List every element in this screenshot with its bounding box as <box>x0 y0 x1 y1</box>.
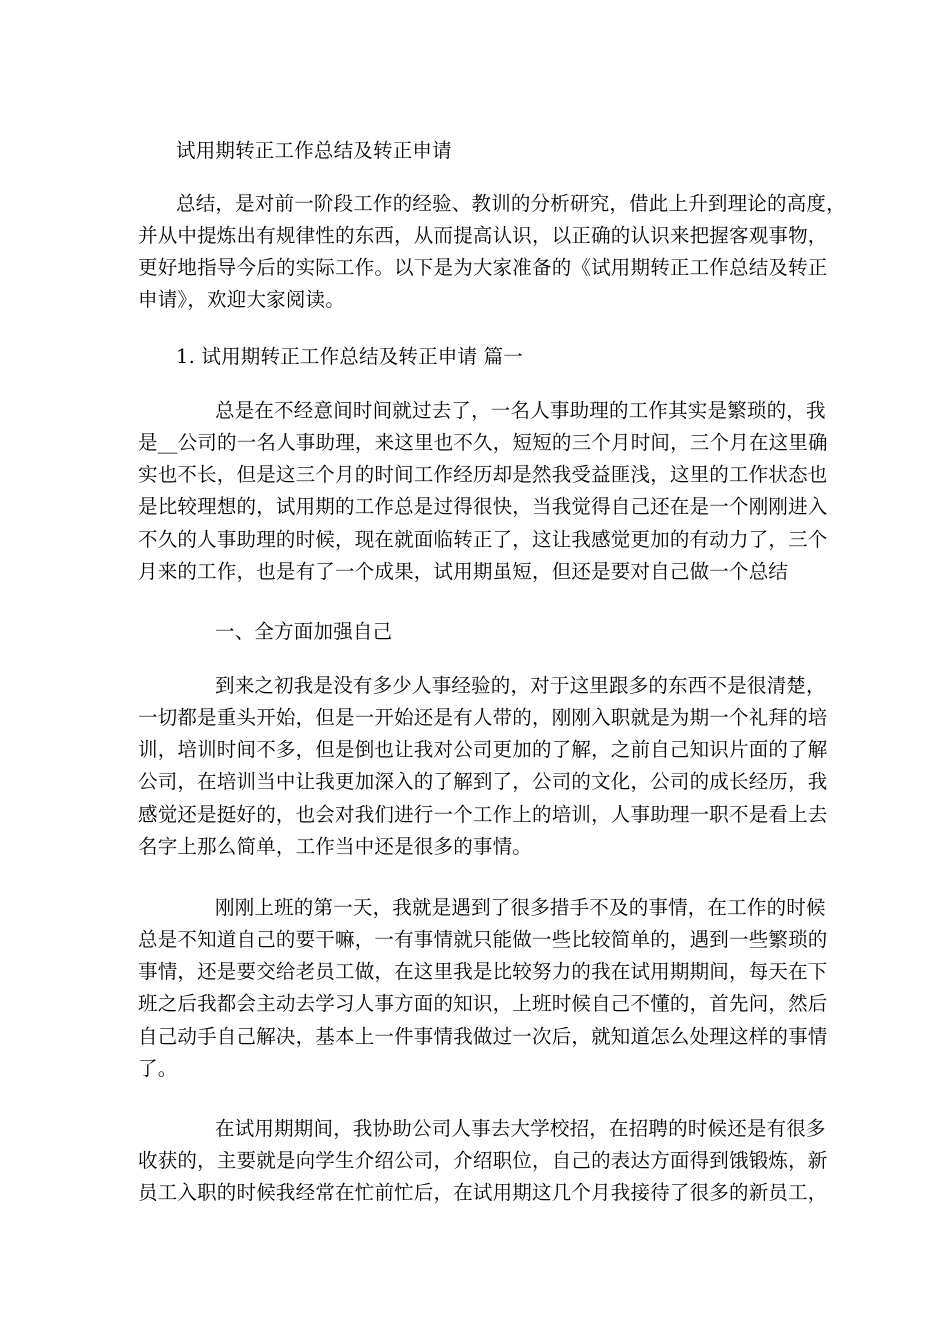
intro-paragraph-cont <box>138 220 828 317</box>
para4-line-3: 员工入职的时候我经常在忙前忙后，在试用期这几个月我接待了很多的新员工， <box>138 1181 828 1205</box>
intro-line-1: 总结，是对前一阶段工作的经验、教训的分析研究，借此上升到理论的高度， <box>176 192 846 215</box>
para1-line-3: 实也不长，但是这三个月的时间工作经历却是然我受益匪浅，这里的工作状态也 <box>138 463 828 487</box>
para3-line-2: 总是不知道自己的要干嘛，一有事情就只能做一些比较简单的，遇到一些繁琐的 <box>138 928 828 951</box>
subheading-line: 一、全方面加强自己 <box>215 620 393 643</box>
paragraph-2-cont <box>138 702 828 863</box>
para1-line-4: 是比较理想的，试用期的工作总是过得很快，当我觉得自己还在是一个刚刚进入 <box>138 495 828 519</box>
paragraph-1 <box>215 395 826 427</box>
para3-line-1: 刚刚上班的第一天，我就是遇到了很多措手不及的事情，在工作的时候 <box>215 896 826 919</box>
intro-line-3: 更好地指导今后的实际工作。以下是为大家准备的《试用期转正工作总结及转正 <box>138 256 828 280</box>
document-title <box>176 135 452 167</box>
para4-line-2: 收获的，主要就是向学生介绍公司，介绍职位，自己的表达方面得到饿锻炼，新 <box>138 1149 828 1172</box>
para1-line-5: 不久的人事助理的时候，现在就面临转正了，这让我感觉更加的有动力了，三个 <box>138 527 828 551</box>
subheading <box>215 616 392 648</box>
intro-paragraph <box>176 188 846 220</box>
section-heading <box>176 341 523 373</box>
para4-line-1: 在试用期期间，我协助公司人事去大学校招，在招聘的时候还是有很多 <box>215 1117 826 1140</box>
paragraph-4 <box>215 1113 826 1145</box>
para1-line-1: 总是在不经意间时间就过去了，一名人事助理的工作其实是繁琐的，我 <box>215 399 826 422</box>
para3-line-6: 了。 <box>138 1056 178 1080</box>
paragraph-1-cont <box>138 427 828 588</box>
paragraph-4-cont <box>138 1145 828 1209</box>
paragraph-3-cont <box>138 924 828 1085</box>
para2-line-3: 训，培训时间不多，但是倒也让我对公司更加的了解，之前自己知识片面的了解 <box>138 738 828 762</box>
section-heading-line: 1. 试用期转正工作总结及转正申请 篇一 <box>176 345 524 368</box>
para3-line-5: 自己动手自己解决，基本上一件事情我做过一次后，就知道怎么处理这样的事情 <box>138 1024 828 1048</box>
intro-line-2: 并从中提炼出有规律性的东西，从而提高认识，以正确的认识来把握客观事物， <box>138 224 828 247</box>
para1-line-2: 是__公司的一名人事助理，来这里也不久，短短的三个月时间，三个月在这里确 <box>138 431 828 454</box>
para3-line-4: 班之后我都会主动去学习人事方面的知识，上班时候自己不懂的，首先问，然后 <box>138 992 828 1016</box>
para2-line-5: 感觉还是挺好的，也会对我们进行一个工作上的培训，人事助理一职不是看上去 <box>138 802 828 826</box>
title-line: 试用期转正工作总结及转正申请 <box>176 139 452 162</box>
para2-line-1: 到来之初我是没有多少人事经验的，对于这里跟多的东西不是很清楚， <box>215 674 826 697</box>
intro-line-4: 申请》，欢迎大家阅读。 <box>138 288 345 312</box>
para1-line-6: 月来的工作，也是有了一个成果，试用期虽短，但还是要对自己做一个总结 <box>138 559 789 583</box>
para3-line-3: 事情，还是要交给老员工做，在这里我是比较努力的我在试用期期间，每天在下 <box>138 960 828 984</box>
paragraph-2 <box>215 670 826 702</box>
para2-line-4: 公司，在培训当中让我更加深入的了解到了，公司的文化，公司的成长经历，我 <box>138 770 828 794</box>
paragraph-3 <box>215 892 826 924</box>
para2-line-6: 名字上那么简单，工作当中还是很多的事情。 <box>138 834 533 858</box>
para2-line-2: 一切都是重头开始，但是一开始还是有人带的，刚刚入职就是为期一个礼拜的培 <box>138 706 828 729</box>
